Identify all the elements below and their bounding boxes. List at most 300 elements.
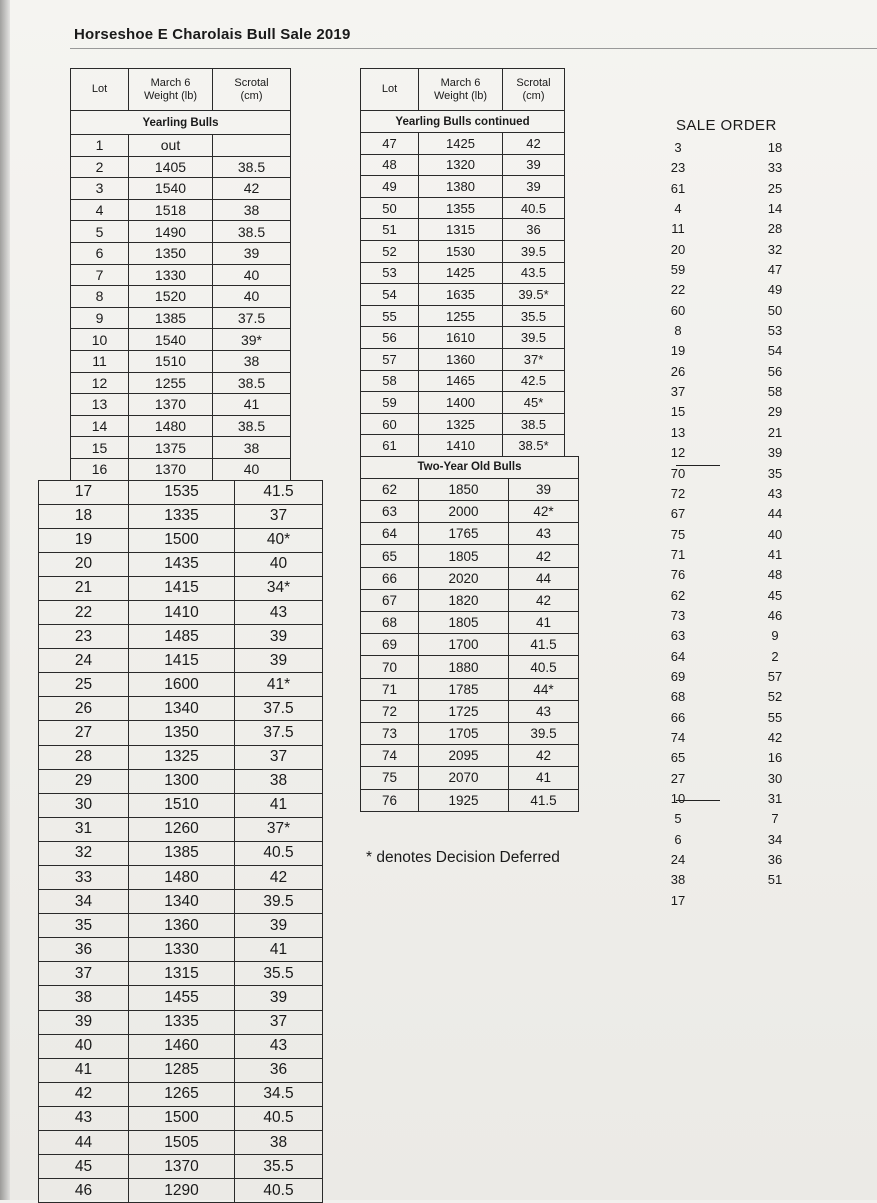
scrotal-cell: 42* [509,501,579,523]
lot-cell: 60 [361,413,419,435]
scrotal-cell: 42 [503,133,565,155]
sale-order-number: 33 [740,158,810,178]
scrotal-cell: 40* [235,528,323,552]
scrotal-cell: 40 [213,264,291,286]
weight-cell: 1510 [129,793,235,817]
section-two-year: Two-Year Old Bulls [361,456,579,478]
table-row [361,392,565,414]
scrotal-cell: 39 [503,176,565,198]
table-row [39,721,323,745]
scrotal-cell: 34* [235,576,323,600]
lot-header: Lot [71,69,129,111]
lot-cell: 44 [39,1131,129,1155]
table-row [361,767,579,789]
lot-cell: 3 [71,178,129,200]
lot-cell: 11 [71,350,129,372]
weight-cell: 1425 [419,133,503,155]
table-row [39,938,323,962]
weight-cell: 1785 [419,678,509,700]
weight-cell: 1700 [419,634,509,656]
lot-cell: 64 [361,523,419,545]
weight-cell: 1510 [129,350,213,372]
sale-order-number: 71 [650,545,706,565]
scrotal-cell: 40 [213,458,291,480]
weight-cell: 1325 [419,413,503,435]
sale-order-number: 54 [740,341,810,361]
weight-cell: 1415 [129,649,235,673]
weight-cell: 1465 [419,370,503,392]
scrotal-cell: 43 [509,700,579,722]
weight-cell: 1255 [129,372,213,394]
lot-cell: 26 [39,697,129,721]
lot-cell: 68 [361,612,419,634]
section-row [71,111,291,135]
sale-order-number: 21 [740,423,810,443]
weight-cell: 1480 [129,866,235,890]
scrotal-cell: 43 [235,600,323,624]
scrotal-cell: 40.5 [509,656,579,678]
scrotal-cell: 38 [213,350,291,372]
sale-order-number: 70 [650,464,706,484]
weight-cell: 1500 [129,528,235,552]
sale-order-number: 7 [740,809,810,829]
lot-cell: 63 [361,501,419,523]
table-row [361,154,565,176]
scrotal-cell: 40 [235,552,323,576]
sale-order-number: 41 [740,545,810,565]
lot-cell: 30 [39,793,129,817]
lot-cell: 27 [39,721,129,745]
scrotal-cell: 37.5 [213,307,291,329]
scrotal-cell: 39.5 [503,327,565,349]
scrotal-cell: 36 [503,219,565,241]
lot-cell: 2 [71,156,129,178]
scrotal-cell: 38 [235,769,323,793]
title-underline [70,48,877,49]
table-row [39,625,323,649]
sale-order-number: 59 [650,260,706,280]
scrotal-cell: 39.5 [509,722,579,744]
lot-cell: 53 [361,262,419,284]
sale-order-number: 2 [740,647,810,667]
table-row [39,528,323,552]
weight-cell: 1600 [129,673,235,697]
table-row [39,1179,323,1203]
table-header-row [71,69,291,111]
lot-cell: 47 [361,133,419,155]
sale-order-number: 37 [650,382,706,402]
section-row [361,456,579,478]
weight-cell: 1315 [419,219,503,241]
scrotal-cell: 41.5 [509,789,579,811]
scrotal-cell: 41 [235,793,323,817]
lot-cell: 59 [361,392,419,414]
lot-cell: 38 [39,986,129,1010]
table-row [39,793,323,817]
weight-header: March 6 Weight (lb) [129,69,213,111]
scrotal-cell: 43 [235,1034,323,1058]
sale-order-number: 12 [650,443,706,463]
sale-order-number: 30 [740,769,810,789]
lot-cell: 73 [361,722,419,744]
lot-cell: 13 [71,394,129,416]
sale-order-number: 64 [650,647,706,667]
table-row [361,634,579,656]
lot-cell: 35 [39,914,129,938]
sale-order-number: 65 [650,748,706,768]
weight-cell: 1350 [129,721,235,745]
table-row [361,240,565,262]
weight-cell: 1355 [419,197,503,219]
table-row [361,413,565,435]
scrotal-header: Scrotal (cm) [503,69,565,111]
table-row [39,817,323,841]
lot-cell: 28 [39,745,129,769]
lot-cell: 12 [71,372,129,394]
weight-cell: 1350 [129,242,213,264]
weight-cell: 1360 [419,348,503,370]
sale-order-number: 53 [740,321,810,341]
table-row [71,350,291,372]
weight-cell: 1405 [129,156,213,178]
sale-order-number: 18 [740,138,810,158]
sale-order-number: 31 [740,789,810,809]
weight-cell: 2095 [419,745,509,767]
weight-cell: 1335 [129,504,235,528]
table-row [361,327,565,349]
weight-cell: 2000 [419,501,509,523]
weight-cell: 2020 [419,567,509,589]
table-row [361,133,565,155]
scrotal-cell: 44* [509,678,579,700]
weight-cell: 1480 [129,415,213,437]
scrotal-cell: 39 [235,625,323,649]
sale-order-number: 50 [740,301,810,321]
lot-cell: 72 [361,700,419,722]
table-row [361,567,579,589]
sale-order-number: 8 [650,321,706,341]
page-title: Horseshoe E Charolais Bull Sale 2019 [74,26,350,43]
sale-order-number: 6 [650,830,706,850]
scrotal-cell: 42 [235,866,323,890]
lot-cell: 24 [39,649,129,673]
lot-cell: 31 [39,817,129,841]
table-row [39,866,323,890]
table-row [39,552,323,576]
sale-order-number: 51 [740,870,810,890]
sale-order-number: 63 [650,626,706,646]
sale-order-number: 67 [650,504,706,524]
sale-order-number: 39 [740,443,810,463]
table-row [71,221,291,243]
weight-cell: 1320 [419,154,503,176]
lot-cell: 48 [361,154,419,176]
page-edge [0,0,10,1200]
table-row [361,700,579,722]
scrotal-cell: 40.5 [235,841,323,865]
lot-cell: 52 [361,240,419,262]
lot-cell: 49 [361,176,419,198]
table-row [71,242,291,264]
lot-cell: 10 [71,329,129,351]
table-row [39,1106,323,1130]
table-row [39,745,323,769]
weight-cell: 1880 [419,656,509,678]
table-row [39,649,323,673]
scrotal-cell: 37.5 [235,721,323,745]
scrotal-cell: 40.5 [235,1179,323,1203]
sale-order-divider [676,465,720,466]
table-row [71,307,291,329]
table-row [39,1058,323,1082]
weight-cell: 1805 [419,545,509,567]
weight-cell: 1490 [129,221,213,243]
lot-cell: 55 [361,305,419,327]
weight-cell: 1375 [129,437,213,459]
sale-order-number: 26 [650,362,706,382]
weight-cell: 1330 [129,264,213,286]
scrotal-cell: 43.5 [503,262,565,284]
scrotal-cell: 39 [235,914,323,938]
weight-cell: 1765 [419,523,509,545]
sale-order-number: 19 [650,341,706,361]
sale-order-number: 56 [740,362,810,382]
scrotal-cell: 39* [213,329,291,351]
lot-cell: 34 [39,890,129,914]
weight-cell: 1290 [129,1179,235,1203]
lot-cell: 25 [39,673,129,697]
lot-cell: 74 [361,745,419,767]
scrotal-cell: 39.5* [503,284,565,306]
lot-cell: 42 [39,1082,129,1106]
table-row [39,890,323,914]
table-row [361,745,579,767]
table-row [71,286,291,308]
sale-order-number: 25 [740,179,810,199]
weight-cell: 1300 [129,769,235,793]
lot-cell: 17 [39,480,129,504]
lot-cell: 14 [71,415,129,437]
lot-cell: 4 [71,199,129,221]
sale-order-number: 43 [740,484,810,504]
scrotal-cell: 41.5 [509,634,579,656]
weight-cell: 1380 [419,176,503,198]
weight-cell: 1460 [129,1034,235,1058]
sale-order-title: SALE ORDER [676,117,777,134]
sale-order-number: 46 [740,606,810,626]
table-row [361,435,565,457]
scrotal-cell [213,135,291,157]
sale-order-number: 58 [740,382,810,402]
footnote: * denotes Decision Deferred [366,849,560,867]
sale-order-number: 11 [650,219,706,239]
scrotal-cell: 38 [213,199,291,221]
scrotal-cell: 37.5 [235,697,323,721]
weight-cell: 1385 [129,841,235,865]
lot-cell: 75 [361,767,419,789]
table-row [71,199,291,221]
table-row [71,394,291,416]
weight-cell: 1415 [129,576,235,600]
table-row [39,1010,323,1034]
weight-cell: 1530 [419,240,503,262]
weight-cell: 1400 [419,392,503,414]
lot-cell: 46 [39,1179,129,1203]
sale-order-number: 35 [740,464,810,484]
scrotal-cell: 41* [235,673,323,697]
section-yearling-continued: Yearling Bulls continued [361,111,565,133]
table-header-row [361,69,565,111]
sale-order-number: 29 [740,402,810,422]
weight-cell: 1805 [419,612,509,634]
table-row [39,504,323,528]
table-row [71,156,291,178]
yearling-table-continued-lower [38,480,323,1203]
weight-cell: 1410 [129,600,235,624]
table-row [71,329,291,351]
weight-cell: 1505 [129,1131,235,1155]
lot-cell: 22 [39,600,129,624]
lot-cell: 32 [39,841,129,865]
scrotal-cell: 39 [503,154,565,176]
lot-cell: 1 [71,135,129,157]
sale-order-number: 32 [740,240,810,260]
scrotal-cell: 38.5* [503,435,565,457]
sale-order-number: 38 [650,870,706,890]
weight-cell: 1360 [129,914,235,938]
table-row [361,284,565,306]
lot-cell: 67 [361,589,419,611]
table-row [361,219,565,241]
weight-cell: 1330 [129,938,235,962]
table-row [361,523,579,545]
lot-cell: 69 [361,634,419,656]
weight-header: March 6 Weight (lb) [419,69,503,111]
weight-cell: 1725 [419,700,509,722]
scrotal-cell: 36 [235,1058,323,1082]
scrotal-cell: 42 [509,545,579,567]
scrotal-cell: 37* [235,817,323,841]
scrotal-cell: 42 [509,745,579,767]
lot-cell: 23 [39,625,129,649]
scrotal-cell: 41 [235,938,323,962]
yearling-table [70,68,291,481]
sale-order-number: 66 [650,708,706,728]
lot-cell: 15 [71,437,129,459]
scrotal-cell: 42 [213,178,291,200]
two-year-old-table [360,456,579,812]
sale-order-column-2 [740,138,810,891]
weight-cell: 1260 [129,817,235,841]
table-row [361,501,579,523]
scrotal-cell: 38.5 [213,156,291,178]
table-row [39,1034,323,1058]
lot-cell: 9 [71,307,129,329]
scrotal-cell: 37* [503,348,565,370]
sale-order-number: 61 [650,179,706,199]
weight-cell: 1335 [129,1010,235,1034]
table-row [361,478,579,500]
lot-cell: 37 [39,962,129,986]
weight-cell: 1518 [129,199,213,221]
sale-order-number: 3 [650,138,706,158]
scrotal-cell: 40.5 [235,1106,323,1130]
table-row [361,348,565,370]
weight-cell: 1370 [129,394,213,416]
lot-cell: 6 [71,242,129,264]
lot-cell: 51 [361,219,419,241]
lot-cell: 54 [361,284,419,306]
table-row [39,480,323,504]
lot-cell: 7 [71,264,129,286]
weight-cell: 1285 [129,1058,235,1082]
sale-order-number: 24 [650,850,706,870]
lot-cell: 57 [361,348,419,370]
table-row [361,612,579,634]
weight-cell: 1925 [419,789,509,811]
weight-cell: 1340 [129,890,235,914]
scrotal-header: Scrotal (cm) [213,69,291,111]
scrotal-cell: 34.5 [235,1082,323,1106]
table-row [71,458,291,480]
table-row [71,372,291,394]
sale-order-number: 36 [740,850,810,870]
weight-cell: 1850 [419,478,509,500]
table-row [39,769,323,793]
lot-cell: 43 [39,1106,129,1130]
sale-order-number: 74 [650,728,706,748]
scrotal-cell: 39 [235,649,323,673]
weight-cell: 2070 [419,767,509,789]
sale-order-number: 40 [740,525,810,545]
scrotal-cell: 38.5 [503,413,565,435]
table-row [71,178,291,200]
table-row [361,370,565,392]
table-row [71,437,291,459]
lot-cell: 50 [361,197,419,219]
sale-order-number: 22 [650,280,706,300]
lot-cell: 39 [39,1010,129,1034]
weight-cell: 1410 [419,435,503,457]
section-row [361,111,565,133]
table-row [39,576,323,600]
scrotal-cell: 39 [213,242,291,264]
table-row [361,197,565,219]
weight-cell: 1705 [419,722,509,744]
scrotal-cell: 35.5 [235,1155,323,1179]
lot-cell: 5 [71,221,129,243]
table-row [71,264,291,286]
sale-order-number: 72 [650,484,706,504]
weight-cell: 1435 [129,552,235,576]
lot-cell: 29 [39,769,129,793]
lot-cell: 65 [361,545,419,567]
scrotal-cell: 38.5 [213,221,291,243]
lot-cell: 33 [39,866,129,890]
scrotal-cell: 38.5 [213,372,291,394]
sale-order-number: 49 [740,280,810,300]
weight-cell: 1520 [129,286,213,308]
lot-header: Lot [361,69,419,111]
weight-cell: 1370 [129,1155,235,1179]
scrotal-cell: 38.5 [213,415,291,437]
sale-order-number: 34 [740,830,810,850]
table-row [39,1155,323,1179]
scrotal-cell: 35.5 [235,962,323,986]
sale-order-number: 13 [650,423,706,443]
weight-cell: 1325 [129,745,235,769]
sale-order-number: 60 [650,301,706,321]
